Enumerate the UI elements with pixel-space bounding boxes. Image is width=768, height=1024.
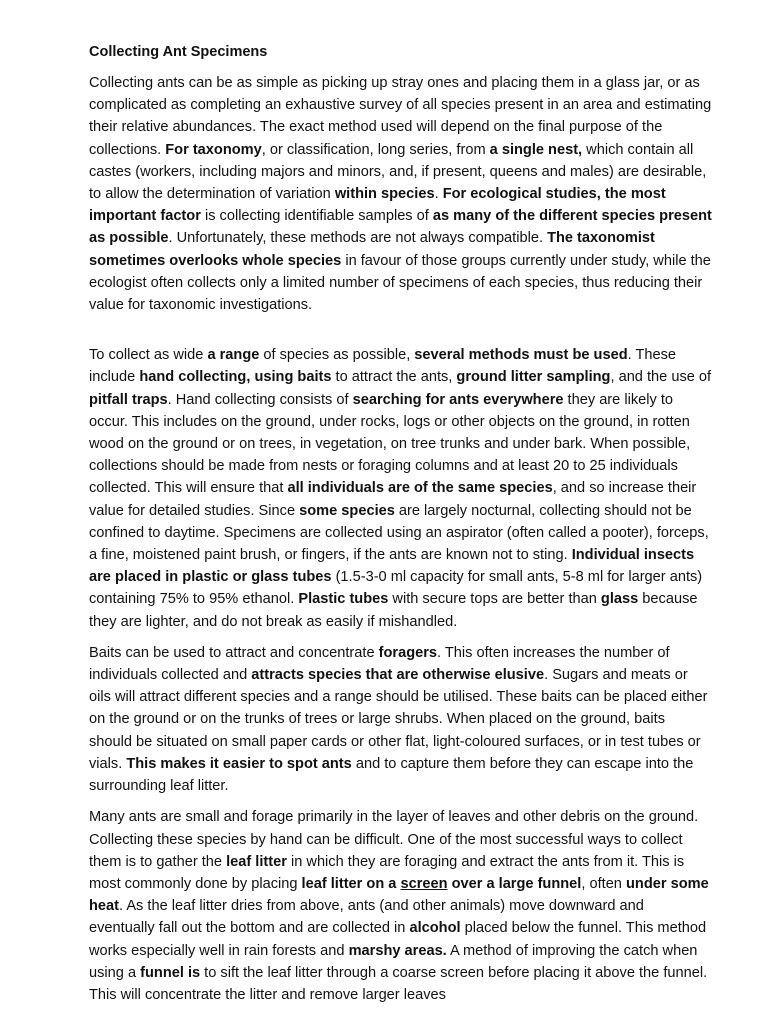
body-text: which contain all castes (workers, including majors and minors, and, if present, queens and males) are desirable, to allow the determination of variation [89,141,707,203]
bold-text: over a large funnel [447,875,582,892]
body-text: , or classification, long series, from [261,141,490,158]
bold-text: within species [334,186,435,203]
bold-text: marshy areas. [348,942,447,959]
underlined-text: screen [400,875,448,892]
bold-text: searching for ants everywhere [352,391,564,408]
bold-text: hand collecting, using baits [139,369,332,386]
body-text: . [434,186,443,203]
body-text: Baits can be used to attract and concentrate [89,644,379,661]
body-text: To collect as wide [89,347,208,364]
body-text: . This often increases the number of individuals collected and [89,644,670,684]
body-text: , and the use of [610,369,712,386]
bold-text: several methods must be used [414,347,628,364]
bold-text: a range [207,347,260,364]
body-text: (1.5-3-0 ml capacity for small ants, 5-8 ml for larger ants) containing 75% to 95% ethanol. [89,569,703,608]
body-text: in which they are foraging and extract the ants from it. This is most commonly done by placing [89,853,685,892]
bold-text: all individuals are of the same species [287,480,553,497]
body-text: in favour of those groups currently under study, while the ecologist often collects only a limited number of specimens of each species, thus reducing their value for taxonomic investigations. [89,252,711,314]
body-text: , often [581,875,626,892]
body-text: Collecting ants can be as simple as picking up stray ones and placing them in a glass jar, or as complicated as completing an exhaustive survey of all species present in an area and estimating their relative abundances. The exact method used will depend on the final purpose of the collections. [89,75,712,158]
bold-text: funnel is [140,964,201,981]
body-text: is collecting identifiable samples of [200,208,433,225]
bold-text: The taxonomist sometimes overlooks whole species [89,230,655,269]
bold-text: Individual insects are placed in plastic or glass tubes [89,547,695,586]
bold-text: a single nest, [489,141,583,158]
body-text: Many ants are small and forage primarily in the layer of leaves and other debris on the ground. Collecting these species by hand can be difficult. One of the most successful ways to collect them is to gather the [89,809,699,870]
body-text: A method of improving the catch when using a [89,942,698,981]
bold-text: ground litter sampling [456,369,611,386]
body-text: with secure tops are better than [388,591,601,608]
bold-text: foragers [378,644,438,661]
paragraph-collection-methods [89,344,712,633]
bold-text: under some heat [89,875,709,915]
body-text: . These include [89,347,677,386]
body-text: they are likely to occur. This includes on the ground, under rocks, logs or other objects on the ground, in rotten wood on the ground or on trees, in vegetation, on tree trunks and under bark. When possible, collections should be made from nests or foraging columns and at least 20 to 25 individuals collected. This will ensure that [89,391,691,497]
bold-text: For ecological studies, the most important factor [89,186,666,225]
body-text: of species as possible, [259,347,415,364]
bold-text: glass [600,591,639,608]
body-text: and to capture them before they can escape into the surrounding leaf litter. [89,755,694,795]
bold-text: attracts species that are otherwise elusive [251,667,545,684]
body-text: because they are lighter, and do not break as easily if mishandled. [89,591,698,630]
paragraph-taxonomy-vs-ecology [89,72,712,316]
bold-text: pitfall traps [89,391,168,408]
paragraph-leaf-litter [89,806,712,1006]
bold-text: leaf litter on a [301,875,401,892]
body-text: placed below the funnel. This method works especially well in rain forests and [89,920,707,959]
body-text: . Hand collecting consists of [167,391,353,408]
bold-text: as many of the different species present as possible [89,208,712,247]
bold-text: alcohol [409,920,461,937]
paragraph-baits [89,642,712,797]
body-text: , and so increase their value for detailed studies. Since [89,480,697,519]
body-text: . Sugars and meats or oils will attract different species and a range should be utilised. These baits can be placed either on the ground or on the trunks of trees or large shrubs. When placed on the ground, baits should be situated on small paper cards or other flat, light-coloured surfaces, or in test tubes or vials. [89,667,708,772]
body-text: to sift the leaf litter through a coarse screen before placing it above the funnel. This will concentrate the litter and remove larger leaves [89,964,708,1003]
bold-text [400,876,447,892]
bold-text: leaf litter [226,853,287,870]
body-text: are largely nocturnal, collecting should not be confined to daytime. Specimens are collected using an aspirator (often called a pooter), forceps, a fine, moistened paint brush, or fingers, if the ants are known not to sting. [89,502,709,564]
body-text: . Unfortunately, these methods are not always compatible. [168,230,548,247]
bold-text: For taxonomy [165,141,262,158]
body-text: to attract the ants, [331,369,457,386]
bold-text: some species [299,502,395,519]
bold-text: This makes it easier to spot ants [126,755,352,772]
body-text: . As the leaf litter dries from above, ants (and other animals) move downward and eventually fall out the bottom and are collected in [89,898,644,937]
bold-text: Plastic tubes [298,591,389,608]
document-title: Collecting Ant Specimens [89,44,268,60]
